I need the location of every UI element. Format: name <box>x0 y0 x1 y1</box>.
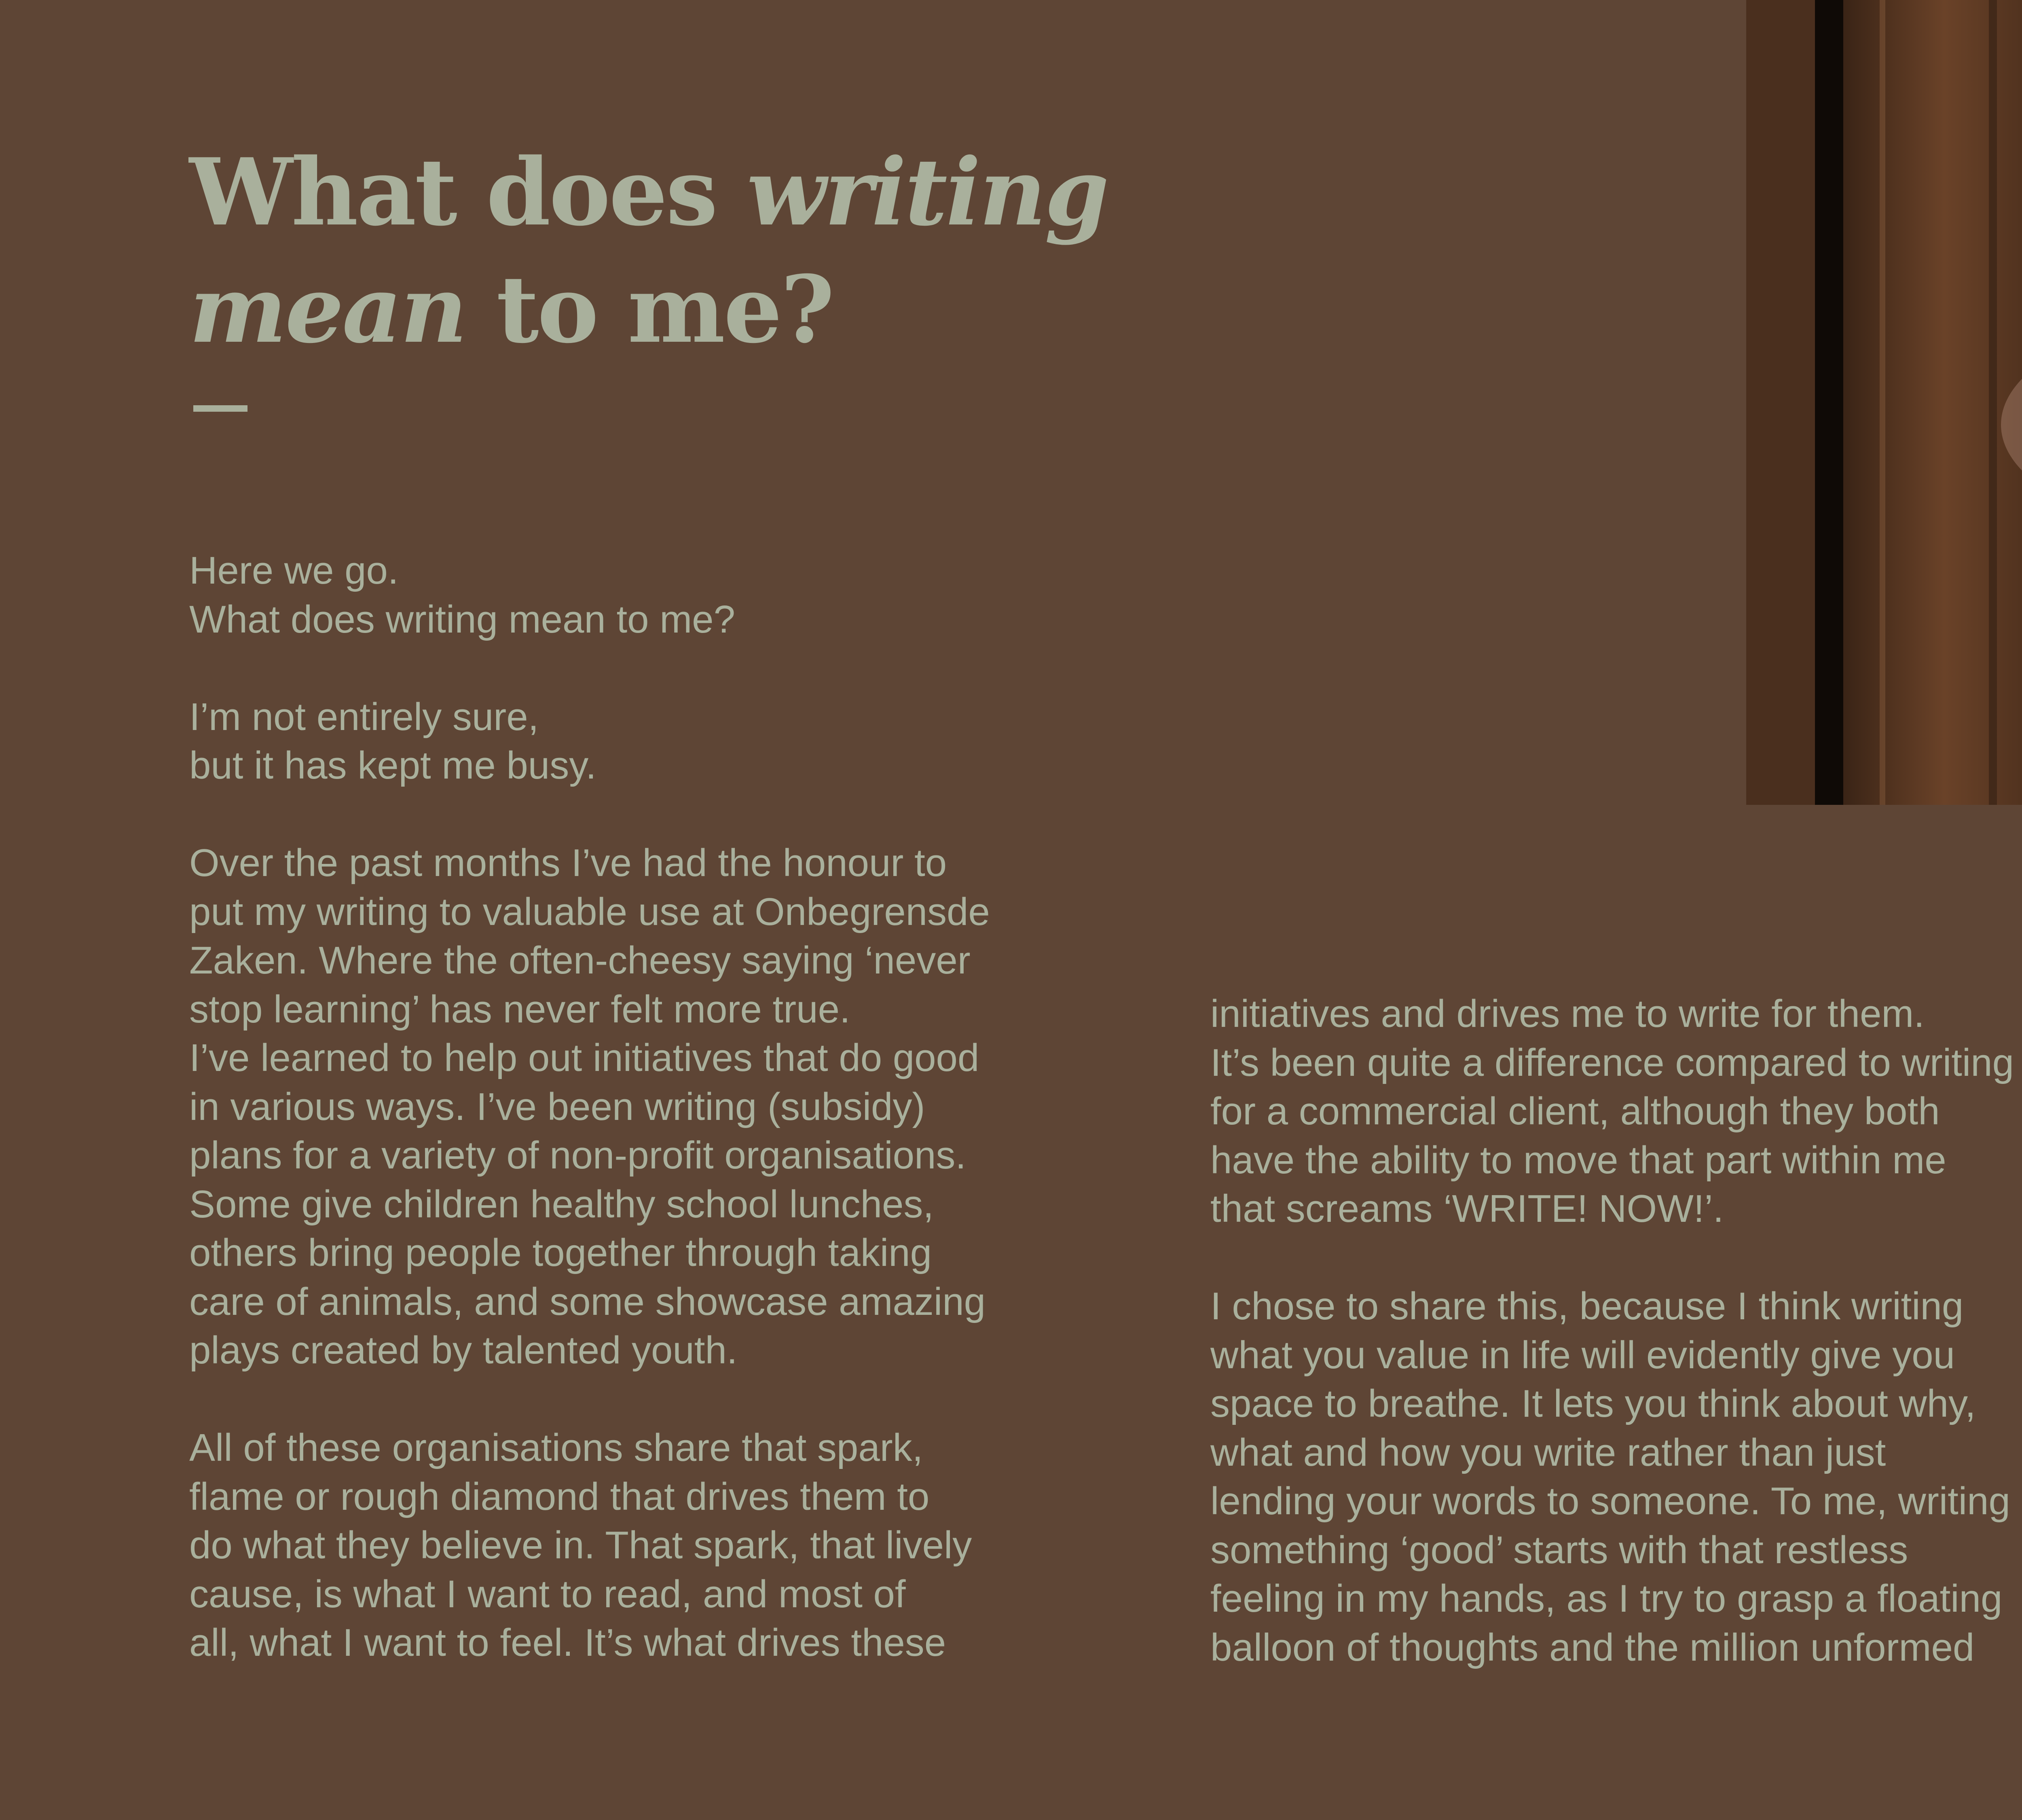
page-title <box>189 133 1119 368</box>
text-column-1: Here we go. What does writing mean to me? I’m not entirely sure, but it has kept me busy. Over the past months I’ve had the honour to put my writing to valuable use at Onbegrensde Zaken. Where the often-cheesy saying ‘never stop learning’ has never felt more true. I’ve learned to help out initiatives that do good in various ways. I’ve been writing (subsidy) plans for a variety of non-profit organisations. Some give children healthy school lunches, others bring people together through taking care of animals, and some showcase amazing plays created by talented youth. All of these organisations share that spark, flame or rough diamond that drives them to do what they believe in. That spark, that lively cause, is what I want to read, and most of all, what I want to feel. It’s what drives these <box>189 549 990 1664</box>
title-part-4: to me? <box>465 255 833 364</box>
title-part-1: What does <box>189 138 747 246</box>
title-part-2-italic: writing <box>747 138 1108 246</box>
title-divider <box>193 405 247 412</box>
title-part-3-italic: mean <box>189 255 466 364</box>
sky-window-photo <box>1746 0 2022 805</box>
text-column-2: initiatives and drives me to write for them. It’s been quite a difference compared to writing for a commercial client, although they both have the ability to move that part within me that screams ‘WRITE! NOW!’. I chose to share this, because I think writing what you value in life will evidently give you space to breathe. It lets you think about why, what and how you write rather than just lending your words to someone. To me, writing something ‘good’ starts with that restless feeling in my hands, as I try to grasp a floating balloon of thoughts and the million unformed <box>1210 992 2014 1669</box>
